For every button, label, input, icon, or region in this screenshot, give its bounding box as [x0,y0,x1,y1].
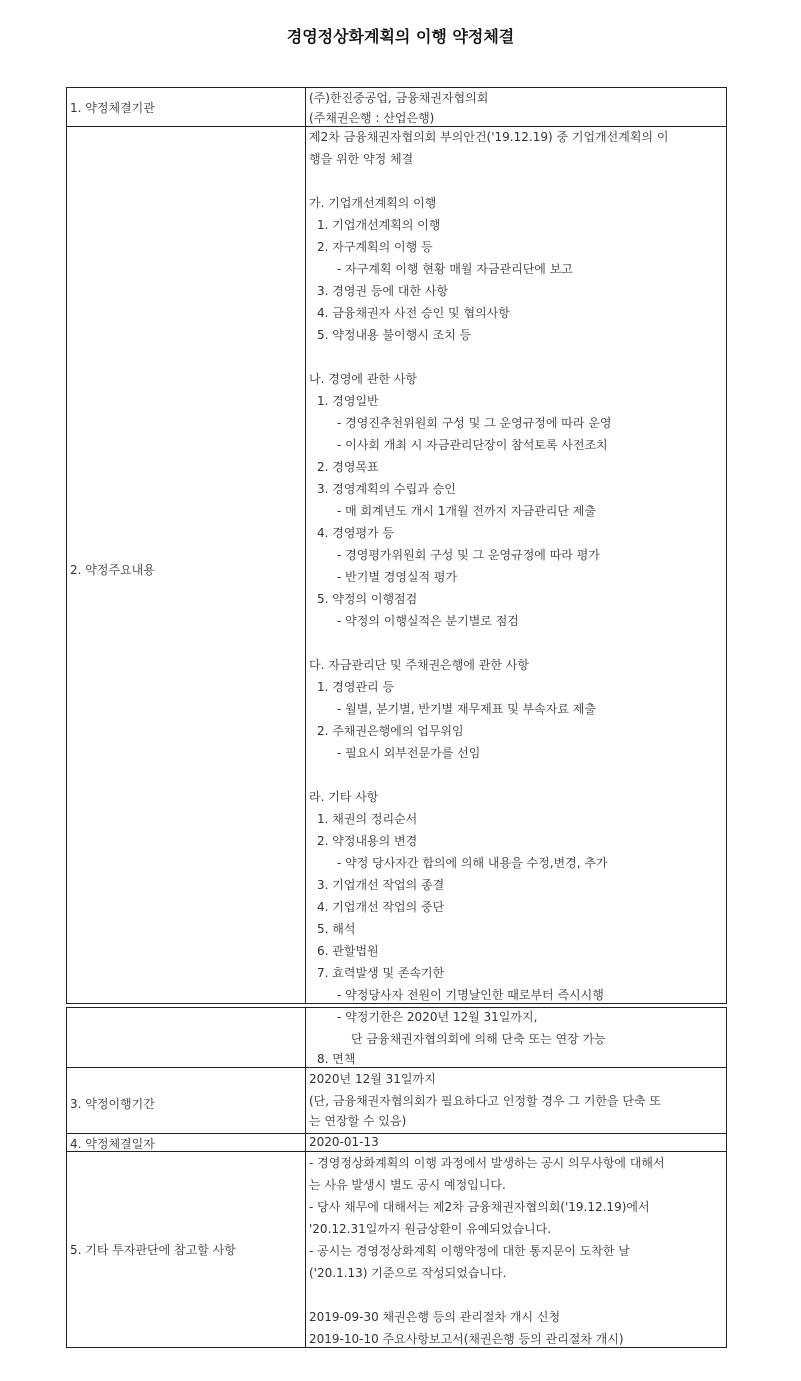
notes-line: - 경영정상화계획의 이행 과정에서 발생하는 공시 의무사항에 대해서 [309,1156,665,1170]
sub-item: - 약정의 이행실적은 분기별로 점검 [337,614,519,628]
continuation-line: 8. 면책 [317,1052,356,1066]
list-item: 3. 경영계획의 수립과 승인 [317,482,456,496]
list-item: 2. 약정내용의 변경 [317,834,418,848]
row-divider [67,1067,726,1068]
date-value: 2020-01-13 [309,1135,379,1149]
sub-item: - 필요시 외부전문가를 선임 [337,746,481,760]
continuation-line: 단 금융채권자협의회에 의해 단축 또는 연장 가능 [351,1032,606,1046]
sub-item: - 경영평가위원회 구성 및 그 운영규정에 따라 평가 [337,548,600,562]
row-divider [67,1151,726,1152]
sub-item: - 반기별 경영실적 평가 [337,570,458,584]
list-item: 1. 경영일반 [317,394,379,408]
notes-line: 는 사유 발생시 별도 공시 예정입니다. [309,1178,506,1192]
list-item: 4. 기업개선 작업의 중단 [317,900,445,914]
row-label-institution: 1. 약정체결기관 [70,101,155,115]
list-item: 4. 금융채권자 사전 승인 및 협의사항 [317,306,510,320]
list-item: 3. 기업개선 작업의 종결 [317,878,445,892]
row-label-notes: 5. 기타 투자판단에 참고할 사항 [70,1243,236,1257]
row-label-main-content: 2. 약정주요내용 [70,563,155,577]
row-divider [67,1133,726,1134]
list-item: 2. 주채권은행에의 업무위임 [317,724,464,738]
institution-line: (주채권은행 : 산업은행) [309,111,435,125]
sub-item: - 월별, 분기별, 반기별 재무제표 및 부속자료 제출 [337,702,596,716]
continuation-line: - 약정기한은 2020년 12월 31일까지, [337,1010,538,1024]
list-item: 5. 해석 [317,922,356,936]
section-heading: 다. 자금관리단 및 주채권은행에 관한 사항 [309,658,529,672]
list-item: 2. 경영목표 [317,460,379,474]
list-item: 7. 효력발생 및 존속기한 [317,966,445,980]
institution-line: (주)한진중공업, 금융채권자협의회 [309,91,489,105]
section-heading: 가. 기업개선계획의 이행 [309,196,437,210]
sub-item: - 매 회계년도 개시 1개월 전까지 자금관리단 제출 [337,504,596,518]
intro-line: 제2차 금융채권자협의회 부의안건('19.12.19) 중 기업개선계획의 이 [309,130,669,144]
notes-line: - 공시는 경영정상화계획 이행약정에 대한 통지문이 도착한 날 [309,1244,630,1258]
notes-line: ('20.1.13) 기준으로 작성되었습니다. [309,1266,507,1280]
notes-line: 2019-10-10 주요사항보고서(채권은행 등의 관리절차 개시) [309,1332,624,1346]
column-divider [305,1008,306,1347]
row-label-date: 4. 약정체결일자 [70,1137,155,1151]
notes-line: 2019-09-30 채권은행 등의 관리절차 개시 신청 [309,1310,561,1324]
row-label-period: 3. 약정이행기간 [70,1097,155,1111]
row-divider [67,126,726,127]
list-item: 5. 약정내용 불이행시 조치 등 [317,328,472,342]
list-item: 1. 기업개선계획의 이행 [317,218,441,232]
disclosure-table [66,87,727,1004]
sub-item: - 약정 당사자간 합의에 의해 내용을 수정,변경, 추가 [337,856,608,870]
list-item: 5. 약정의 이행점검 [317,592,418,606]
page-title: 경영정상화계획의 이행 약정체결 [286,27,515,46]
notes-line: - 당사 채무에 대해서는 제2차 금융채권자협의회('19.12.19)에서 [309,1200,650,1214]
section-heading: 나. 경영에 관한 사항 [309,372,417,386]
list-item: 3. 경영권 등에 대한 사항 [317,284,449,298]
period-line: 2020년 12월 31일까지 [309,1072,436,1086]
period-line: 는 연장할 수 있음) [309,1114,407,1128]
list-item: 6. 관할법원 [317,944,379,958]
intro-line: 행을 위한 약정 체결 [309,152,414,166]
column-divider [305,88,306,1003]
section-heading: 라. 기타 사항 [309,790,379,804]
sub-item: - 자구계획 이행 현황 매월 자금관리단에 보고 [337,262,573,276]
notes-line: '20.12.31일까지 원금상환이 유예되었습니다. [309,1222,552,1236]
list-item: 4. 경영평가 등 [317,526,395,540]
sub-item: - 경영진추천위원회 구성 및 그 운영규정에 따라 운영 [337,416,612,430]
list-item: 1. 채권의 정리순서 [317,812,418,826]
sub-item: - 약정당사자 전원이 기명날인한 때로부터 즉시시행 [337,988,604,1002]
list-item: 1. 경영관리 등 [317,680,395,694]
list-item: 2. 자구계획의 이행 등 [317,240,433,254]
sub-item: - 이사회 개최 시 자금관리단장이 참석토록 사전조치 [337,438,608,452]
continuation-table [66,1007,727,1348]
period-line: (단, 금융채권자협의회가 필요하다고 인정할 경우 그 기한을 단축 또 [309,1094,661,1108]
